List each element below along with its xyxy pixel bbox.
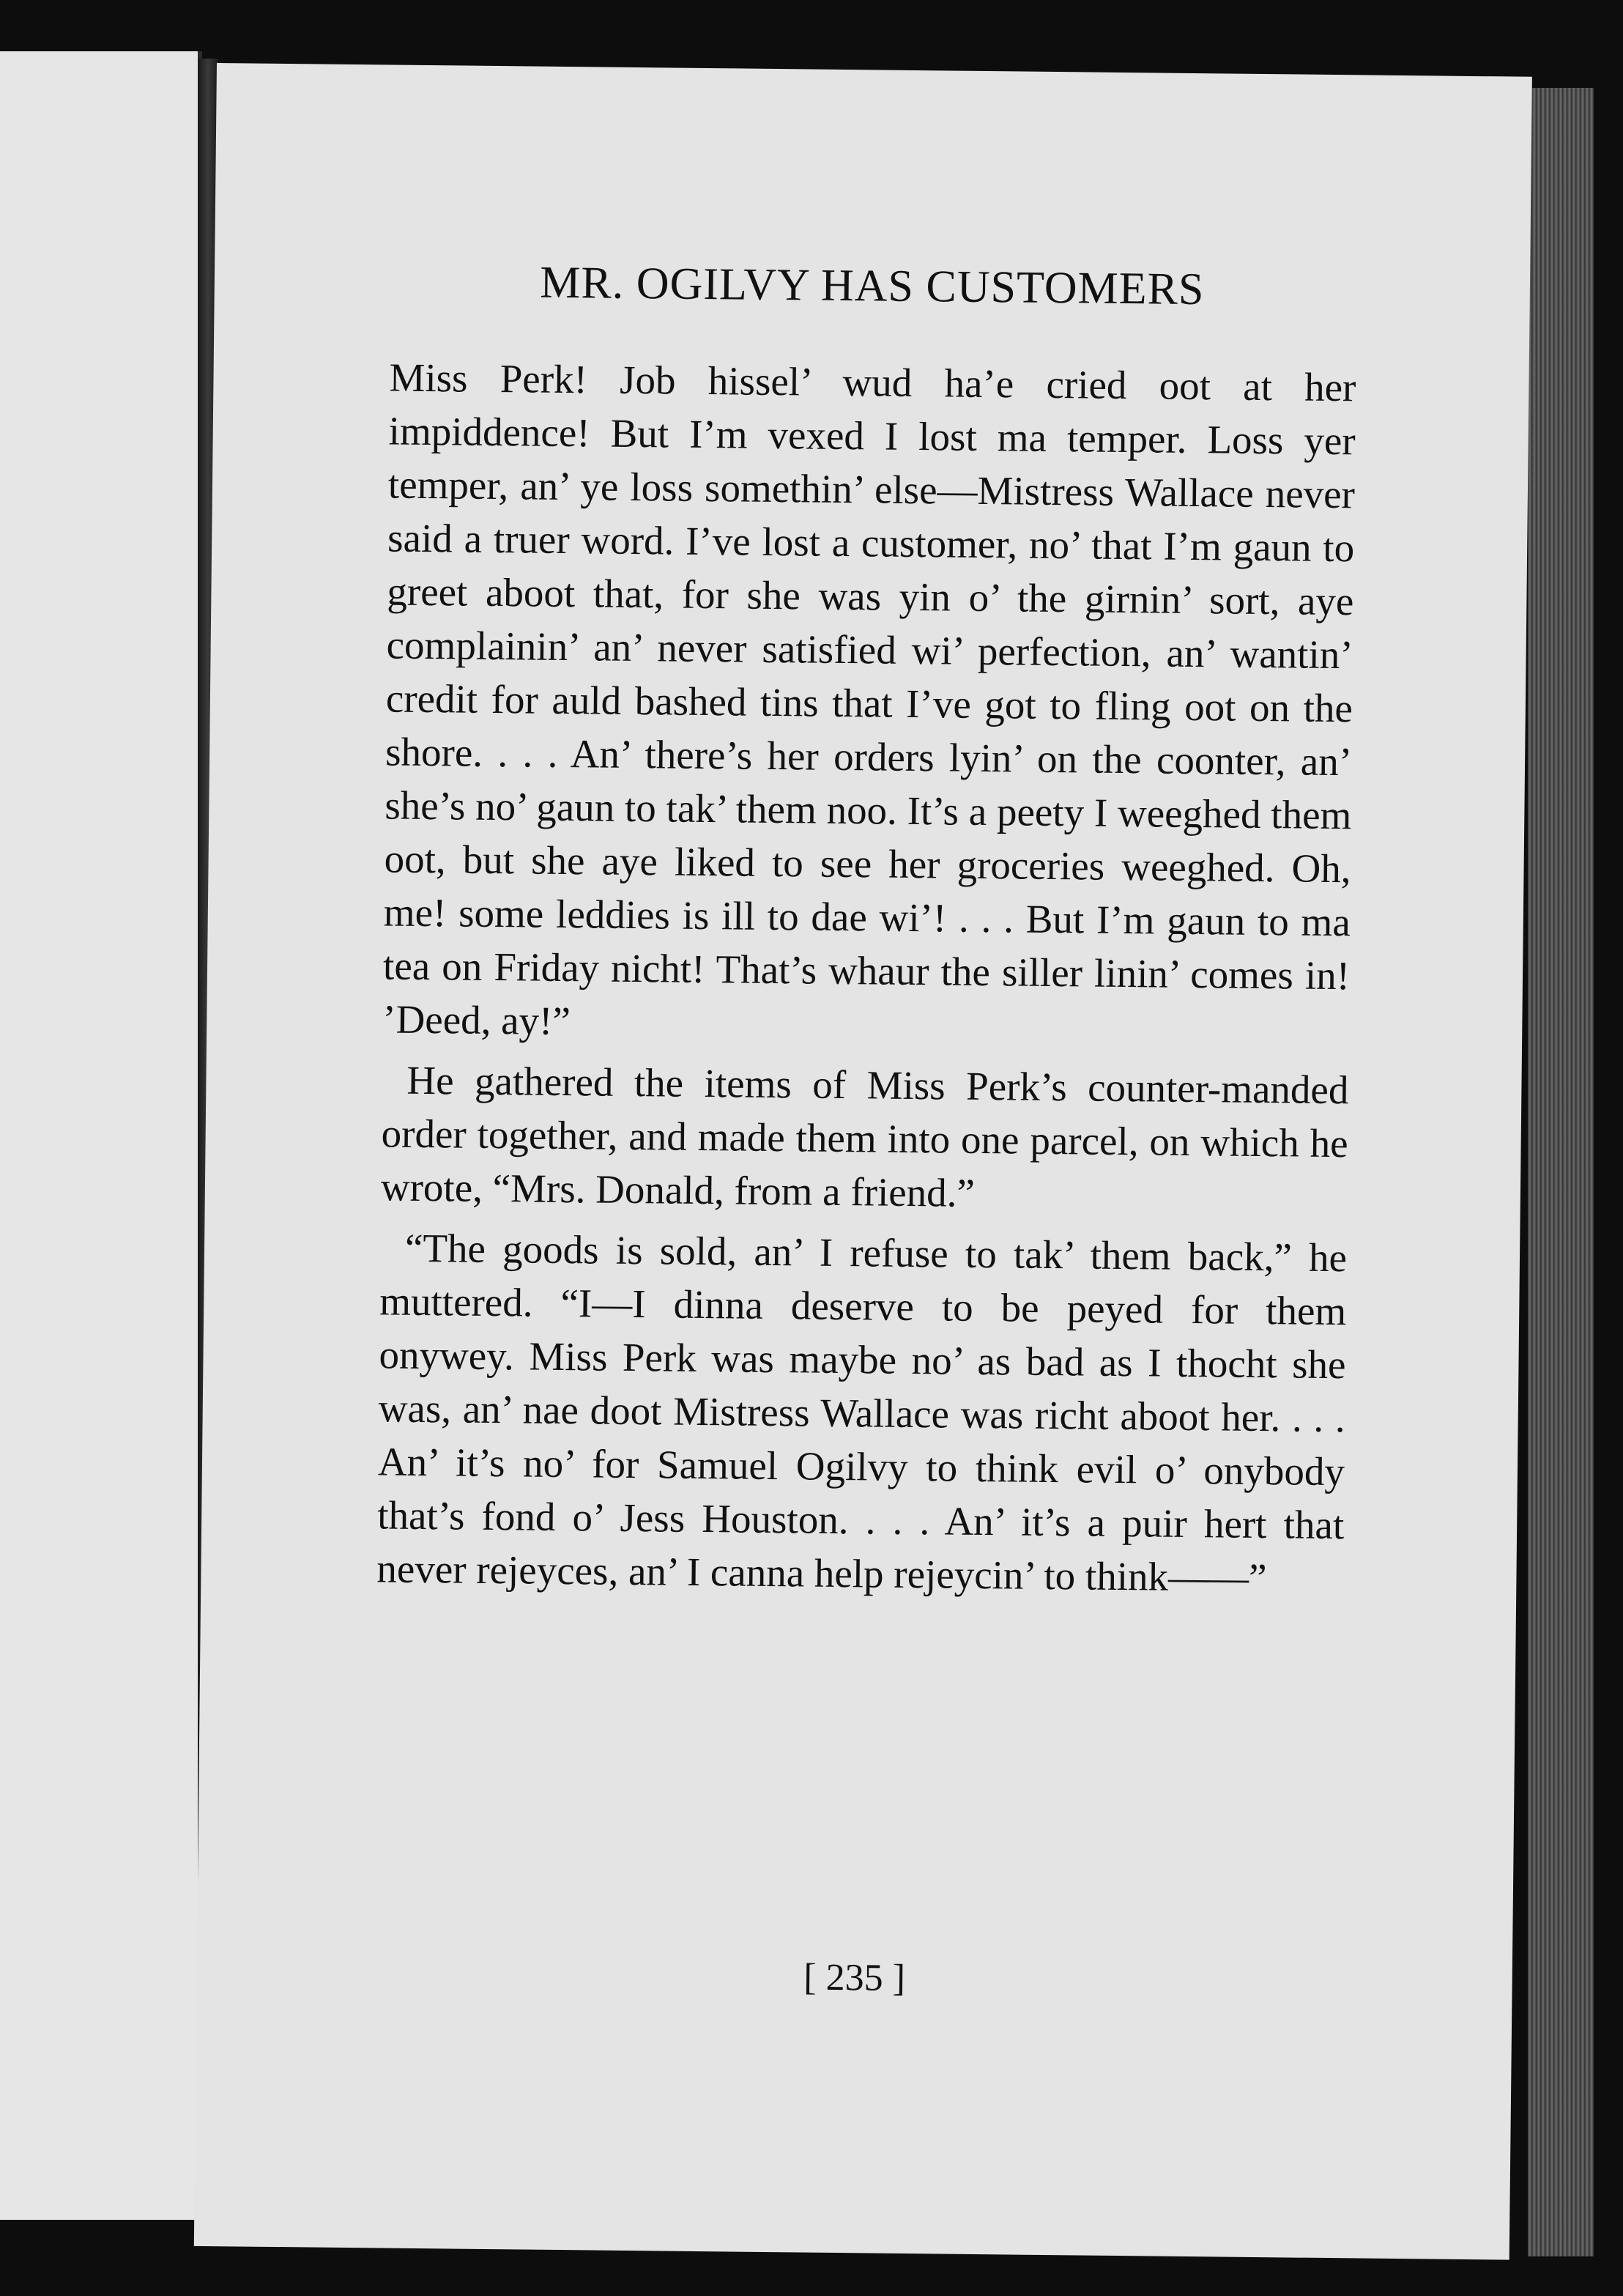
book-page: [194, 63, 1532, 2260]
facing-page: [0, 51, 202, 2220]
page-number: [ 235 ]: [803, 1956, 906, 1999]
body-text: [376, 350, 1356, 1605]
paragraph: He gathered the items of Miss Perk’s counter-manded order together, and made them into one parcel, on which he wrote, “Mrs. Donald, from a friend.”: [380, 1057, 1349, 1215]
running-head: MR. OGILVY HAS CUSTOMERS: [539, 257, 1205, 315]
page-edges: [1528, 88, 1594, 2256]
paragraph: “The goods is sold, an’ I refuse to tak’ them back,” he muttered. “I—I dinna deserve to be peyed for them onywey. Miss Perk was maybe no’ as bad as I thocht she was, an’ nae doot Mistress Wallace was richt aboot her. . . . An’ it’s no’ for Samuel Ogilvy to think evil o’ onybody that’s fond o’ Jess Houston. . . . An’ it’s a puir hert that never rejeyces, an’ I canna help rejeycin’ to think——”: [376, 1225, 1348, 1601]
paragraph: Miss Perk! Job hissel’ wud ha’e cried oot at her impiddence! But I’m vexed I lost ma temper. Loss yer temper, an’ ye loss somethin’ else—Mistress Wallace never said a truer word. I’ve lost a customer, no’ that I’m gaun to greet aboot that, for she was yin o’ the girnin’ sort, aye complainin’ an’ never satisfied wi’ perfection, an’ wantin’ credit for auld bashed tins that I’ve got to fling oot on the shore. . . . An’ there’s her orders lyin’ on the coonter, an’ she’s no’ gaun to tak’ them noo. It’s a peety I weeghed them oot, but she aye liked to see her groceries weeghed. Oh, me! some leddies is ill to dae wi’! . . . But I’m gaun to ma tea on Friday nicht! That’s whaur the siller linin’ comes in! ’Deed, ay!”: [382, 355, 1356, 1044]
